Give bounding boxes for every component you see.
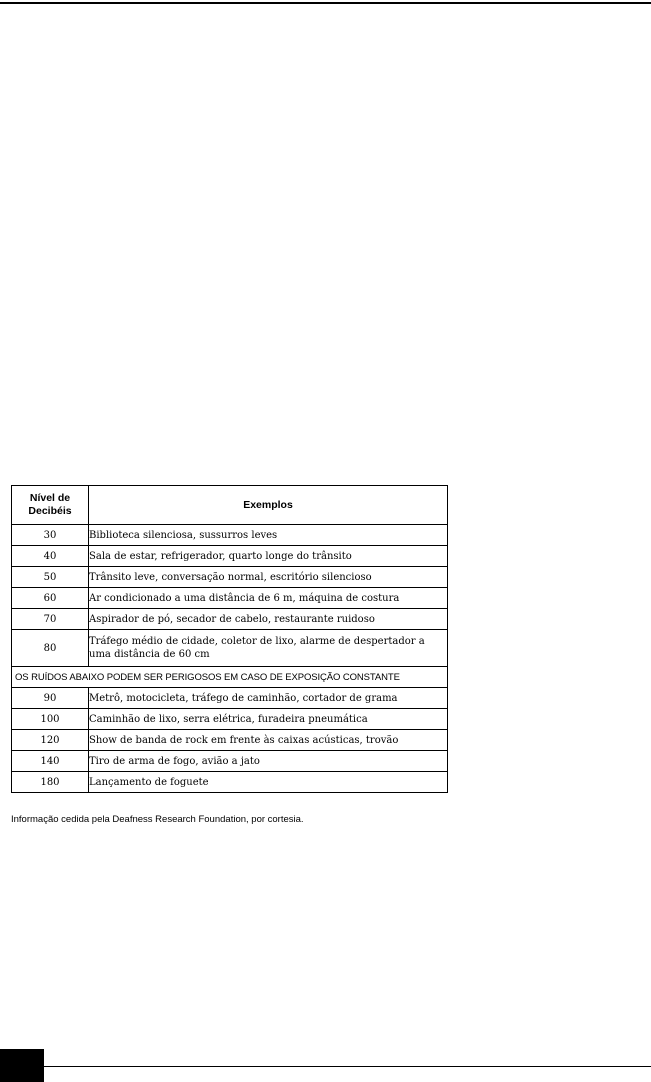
row-example: Lançamento de foguete bbox=[89, 772, 448, 793]
row-example: Ar condicionado a uma distância de 6 m, máquina de costura bbox=[89, 588, 448, 609]
row-level: 50 bbox=[12, 567, 89, 588]
table-row bbox=[12, 609, 448, 630]
row-level: 140 bbox=[12, 751, 89, 772]
warning-row bbox=[12, 667, 448, 688]
table-row bbox=[12, 709, 448, 730]
row-example: Aspirador de pó, secador de cabelo, restaurante ruidoso bbox=[89, 609, 448, 630]
header-examples: Exemplos bbox=[89, 486, 448, 525]
row-example: Tiro de arma de fogo, avião a jato bbox=[89, 751, 448, 772]
table-row bbox=[12, 567, 448, 588]
row-example: Caminhão de lixo, serra elétrica, furadeira pneumática bbox=[89, 709, 448, 730]
table-caption: Informação cedida pela Deafness Research Foundation, por cortesia. bbox=[11, 814, 304, 825]
table-row bbox=[12, 630, 448, 667]
row-level: 100 bbox=[12, 709, 89, 730]
row-level: 40 bbox=[12, 546, 89, 567]
row-level: 30 bbox=[12, 525, 89, 546]
bottom-rule bbox=[44, 1066, 651, 1067]
header-level-line-1: Nível de bbox=[29, 492, 71, 504]
warning-text: OS RUÍDOS ABAIXO PODEM SER PERIGOSOS EM CASO DE EXPOSIÇÃO CONSTANTE bbox=[12, 667, 448, 688]
table-row bbox=[12, 688, 448, 709]
page-tab bbox=[0, 1049, 44, 1082]
row-example: Sala de estar, refrigerador, quarto longe do trânsito bbox=[89, 546, 448, 567]
table-row bbox=[12, 730, 448, 751]
row-example: Metrô, motocicleta, tráfego de caminhão, cortador de grama bbox=[89, 688, 448, 709]
table-row bbox=[12, 546, 448, 567]
row-level: 180 bbox=[12, 772, 89, 793]
top-rule bbox=[0, 2, 651, 4]
row-example: Trânsito leve, conversação normal, escritório silencioso bbox=[89, 567, 448, 588]
table-row bbox=[12, 588, 448, 609]
header-level bbox=[12, 486, 89, 525]
table-header-row bbox=[12, 486, 448, 525]
decibel-table bbox=[11, 485, 448, 793]
table-row bbox=[12, 751, 448, 772]
header-level-line-2: Decibéis bbox=[28, 505, 72, 517]
row-example: Show de banda de rock em frente às caixas acústicas, trovão bbox=[89, 730, 448, 751]
table-row bbox=[12, 772, 448, 793]
table-row bbox=[12, 525, 448, 546]
row-example: Biblioteca silenciosa, sussurros leves bbox=[89, 525, 448, 546]
row-level: 80 bbox=[12, 630, 89, 667]
row-level: 90 bbox=[12, 688, 89, 709]
row-example: Tráfego médio de cidade, coletor de lixo, alarme de despertador a uma distância de 60 cm bbox=[89, 630, 448, 667]
row-level: 70 bbox=[12, 609, 89, 630]
row-level: 120 bbox=[12, 730, 89, 751]
row-level: 60 bbox=[12, 588, 89, 609]
